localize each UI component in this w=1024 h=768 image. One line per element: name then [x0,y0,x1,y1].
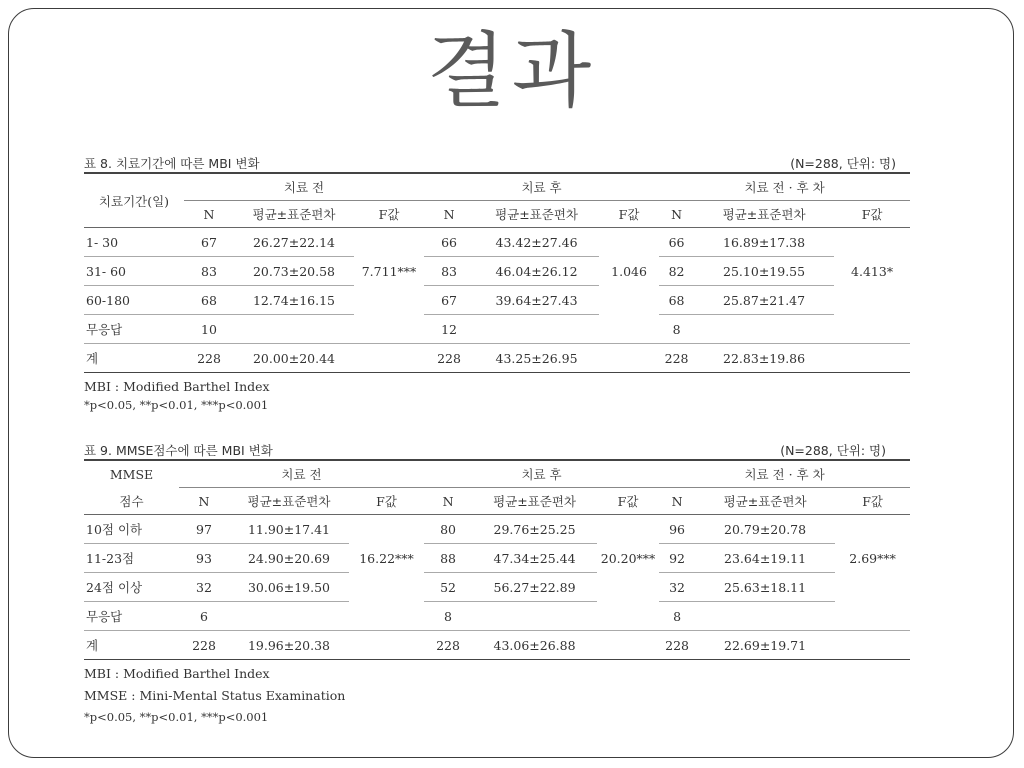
table-cell: 56.27±22.89 [472,573,597,602]
table-cell: 52 [424,573,472,602]
table-row [84,315,910,344]
table-row [84,544,910,573]
table9-col-f: F값 [835,488,910,515]
table8-col-n: N [659,201,694,228]
table-cell [599,344,659,373]
table-cell: 24.90±20.69 [229,544,349,573]
table-cell: 82 [659,257,694,286]
table-cell: 66 [659,228,694,257]
table-cell: 19.96±20.38 [229,631,349,660]
table-row [84,515,910,544]
table-cell-label: 1- 30 [84,228,184,257]
table9-col-n: N [179,488,229,515]
table-cell: 228 [659,631,695,660]
table-cell: 20.79±20.78 [695,515,835,544]
table-cell: 83 [184,257,234,286]
table-cell: 67 [184,228,234,257]
table-cell-label: 31- 60 [84,257,184,286]
table-row [84,257,910,286]
table-cell [597,602,659,631]
table-cell: 29.76±25.25 [472,515,597,544]
table-cell: 66 [424,228,474,257]
table8-col-mean: 평균±표준편차 [474,201,599,228]
table-cell: 68 [659,286,694,315]
table-cell-label: 계 [84,631,179,660]
table8-f-after: 1.046 [611,263,647,279]
table-cell: 25.10±19.55 [694,257,834,286]
table-cell [835,602,910,631]
table-row [84,573,910,602]
table-cell [597,631,659,660]
table-cell: 43.25±26.95 [474,344,599,373]
table-cell [472,602,597,631]
table9-caption: 표 9. MMSE점수에 따른 MBI 변화 [84,443,273,458]
table9-row-header-bottom: 점수 [84,488,179,515]
table9-note: *p<0.05, **p<0.01, ***p<0.001 [84,710,269,724]
table8-meta: (N=288, 단위: 명) [790,156,896,171]
table-row [84,631,910,660]
table8-caption-row [84,150,910,172]
table-cell-label: 24점 이상 [84,573,179,602]
table-cell: 88 [424,544,472,573]
table-cell: 92 [659,544,695,573]
table-cell: 228 [424,631,472,660]
table-cell: 93 [179,544,229,573]
table-cell: 25.87±21.47 [694,286,834,315]
table-cell [834,315,910,344]
table9-notes [84,664,910,727]
table8-f-before: 7.711*** [361,263,417,279]
table-cell [234,315,354,344]
table-cell [695,602,835,631]
table-cell: 43.06±26.88 [472,631,597,660]
table-cell: 10 [184,315,234,344]
table8-group-diff: 치료 전 · 후 차 [659,173,910,201]
table-cell: 97 [179,515,229,544]
table-cell [694,315,834,344]
table8-col-f: F값 [354,201,424,228]
table-cell: 22.83±19.86 [694,344,834,373]
table-cell [349,631,424,660]
table9-group-diff: 치료 전 · 후 차 [659,460,910,488]
table-cell-label: 60-180 [84,286,184,315]
slide-title: 결과 [426,24,598,119]
table9-block [84,437,910,727]
table-cell: 43.42±27.46 [474,228,599,257]
table-cell: 80 [424,515,472,544]
table-cell: 47.34±25.44 [472,544,597,573]
table9-f-diff: 2.69*** [849,550,896,566]
table-cell: 228 [424,344,474,373]
table-cell: 20.00±20.44 [234,344,354,373]
table9-col-mean: 평균±표준편차 [472,488,597,515]
table8-f-diff: 4.413* [851,263,894,279]
table-cell: 6 [179,602,229,631]
table9-col-mean: 평균±표준편차 [229,488,349,515]
table-cell: 20.73±20.58 [234,257,354,286]
table-cell: 16.89±17.38 [694,228,834,257]
table-cell: 25.63±18.11 [695,573,835,602]
table-cell: 32 [179,573,229,602]
table-cell: 8 [659,315,694,344]
table-row [84,344,910,373]
table9-group-after: 치료 후 [424,460,659,488]
table8-caption: 표 8. 치료기간에 따른 MBI 변화 [84,156,260,171]
table9-note: MMSE : Mini-Mental Status Examination [84,688,346,703]
table-cell-label: 무응답 [84,602,179,631]
table-cell: 12 [424,315,474,344]
table-cell: 39.64±27.43 [474,286,599,315]
table-cell [349,602,424,631]
table8-group-after: 치료 후 [424,173,659,201]
table-row [84,286,910,315]
table-cell [834,344,910,373]
table9-group-before: 치료 전 [179,460,424,488]
table-cell [835,631,910,660]
table8-col-f: F값 [834,201,910,228]
table9-f-after: 20.20*** [600,550,656,566]
table-cell: 228 [179,631,229,660]
table8-col-n: N [184,201,234,228]
table-cell [354,315,424,344]
table8-row-header: 치료기간(일) [84,173,184,228]
table-cell: 11.90±17.41 [229,515,349,544]
table9-col-n: N [659,488,695,515]
table9-note: MBI : Modified Barthel Index [84,666,270,681]
table8-block [84,150,910,415]
table8 [84,172,910,373]
table-cell: 22.69±19.71 [695,631,835,660]
table9-col-f: F값 [597,488,659,515]
table9-col-n: N [424,488,472,515]
table9 [84,459,910,660]
table9-col-f: F값 [349,488,424,515]
table-cell-label: 무응답 [84,315,184,344]
table-cell: 23.64±19.11 [695,544,835,573]
table8-col-mean: 평균±표준편차 [694,201,834,228]
table-cell: 30.06±19.50 [229,573,349,602]
table9-f-before: 16.22*** [359,550,414,566]
table-cell [229,602,349,631]
table-cell-label: 11-23점 [84,544,179,573]
table-row [84,228,910,257]
table-cell: 228 [184,344,234,373]
table8-note: *p<0.05, **p<0.01, ***p<0.001 [84,398,269,412]
table-cell: 67 [424,286,474,315]
table-cell: 96 [659,515,695,544]
table8-col-f: F값 [599,201,659,228]
table-cell-label: 계 [84,344,184,373]
table-cell [599,315,659,344]
table-cell: 26.27±22.14 [234,228,354,257]
table-cell: 228 [659,344,694,373]
table8-col-mean: 평균±표준편차 [234,201,354,228]
table-cell-label: 10점 이하 [84,515,179,544]
table-cell: 68 [184,286,234,315]
table8-col-n: N [424,201,474,228]
table-row [84,602,910,631]
table8-group-before: 치료 전 [184,173,424,201]
table8-notes [84,377,910,415]
table-cell: 8 [424,602,472,631]
table8-note: MBI : Modified Barthel Index [84,379,270,394]
table-cell [354,344,424,373]
table-cell: 32 [659,573,695,602]
table9-meta: (N=288, 단위: 명) [780,443,886,458]
table9-row-header-top: MMSE [84,460,179,488]
table-cell: 83 [424,257,474,286]
table9-caption-row [84,437,910,459]
table-cell: 46.04±26.12 [474,257,599,286]
table9-col-mean: 평균±표준편차 [695,488,835,515]
table-cell: 12.74±16.15 [234,286,354,315]
table-cell: 8 [659,602,695,631]
table-cell [474,315,599,344]
